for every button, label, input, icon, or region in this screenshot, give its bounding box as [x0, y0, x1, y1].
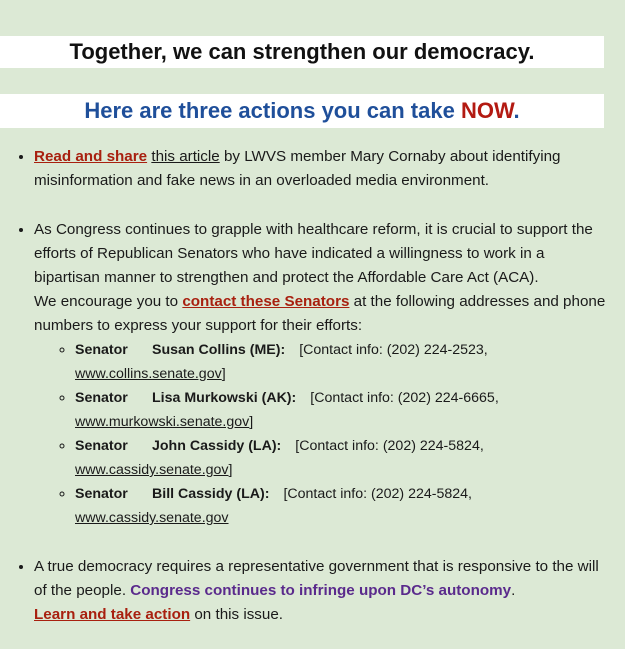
action-item-senators: [34, 217, 610, 530]
senator-website-link[interactable]: www.murkowski.senate.gov: [75, 414, 250, 430]
senator-contact: [Contact info: (202) 224-5824,: [295, 438, 484, 454]
actions-content: [0, 144, 610, 627]
action-item-dc-autonomy: [34, 554, 610, 627]
read-and-share-link[interactable]: Read and share: [34, 148, 148, 165]
dc-autonomy-emphasis: Congress continues to infringe upon DC’s autonomy: [130, 582, 512, 599]
senator-title: Senator: [75, 486, 128, 502]
senator-item: [75, 434, 610, 482]
action-item-article: [34, 144, 610, 193]
senator-close: ]: [221, 366, 226, 382]
action-item-article-text: by LWVS member Mary Cornaby about identifying misinformation and fake news in an overloaded media environment.: [34, 148, 561, 189]
actions-list: [0, 144, 610, 627]
learn-and-take-action-link[interactable]: Learn and take action: [34, 606, 191, 623]
senator-name: Susan Collins (ME):: [152, 342, 286, 358]
encourage-text: We encourage you to: [34, 293, 183, 310]
healthcare-paragraph: As Congress continues to grapple with healthcare reform, it is crucial to support the efforts of Republican Senators who have indicated a willingness to work in a bipartisan manner to strengthen and protect the Affordable Care Act (ACA).: [34, 221, 593, 286]
senator-contact: [Contact info: (202) 224-5824,: [283, 486, 472, 502]
senator-title: Senator: [75, 438, 128, 454]
senator-name: Lisa Murkowski (AK):: [152, 390, 297, 406]
contact-senators-link[interactable]: contact these Senators: [182, 293, 350, 310]
subhead-emphasis: NOW: [460, 98, 514, 123]
subhead: [0, 94, 604, 128]
senator-title: Senator: [75, 342, 128, 358]
senator-name: Bill Cassidy (LA):: [152, 486, 270, 502]
senator-item: [75, 482, 610, 530]
senator-contact: [Contact info: (202) 224-6665,: [310, 390, 499, 406]
on-this-issue-text: on this issue.: [190, 606, 284, 623]
senator-item: [75, 386, 610, 434]
senator-website-link[interactable]: www.cassidy.senate.gov: [75, 510, 229, 526]
encourage-text-end: at the following addresses and phone numbers to express your support for their efforts:: [34, 293, 606, 334]
senator-item: [75, 338, 610, 386]
subhead-period: .: [513, 98, 520, 123]
this-article-link[interactable]: this article: [151, 148, 220, 165]
democracy-period: .: [511, 582, 516, 599]
senator-close: ]: [249, 414, 254, 430]
senator-name: John Cassidy (LA):: [152, 438, 282, 454]
senator-close: ]: [228, 462, 233, 478]
headline: Together, we can strengthen our democracy.: [0, 36, 604, 68]
subhead-text: Here are three actions you can take: [84, 98, 461, 123]
senator-contact: [Contact info: (202) 224-2523,: [299, 342, 488, 358]
democracy-text: A true democracy requires a representative government that is responsive to the will of the people.: [34, 558, 599, 599]
senator-website-link[interactable]: www.collins.senate.gov: [75, 366, 222, 382]
senator-list: [34, 338, 610, 530]
senator-website-link[interactable]: www.cassidy.senate.gov: [75, 462, 229, 478]
senator-title: Senator: [75, 390, 128, 406]
